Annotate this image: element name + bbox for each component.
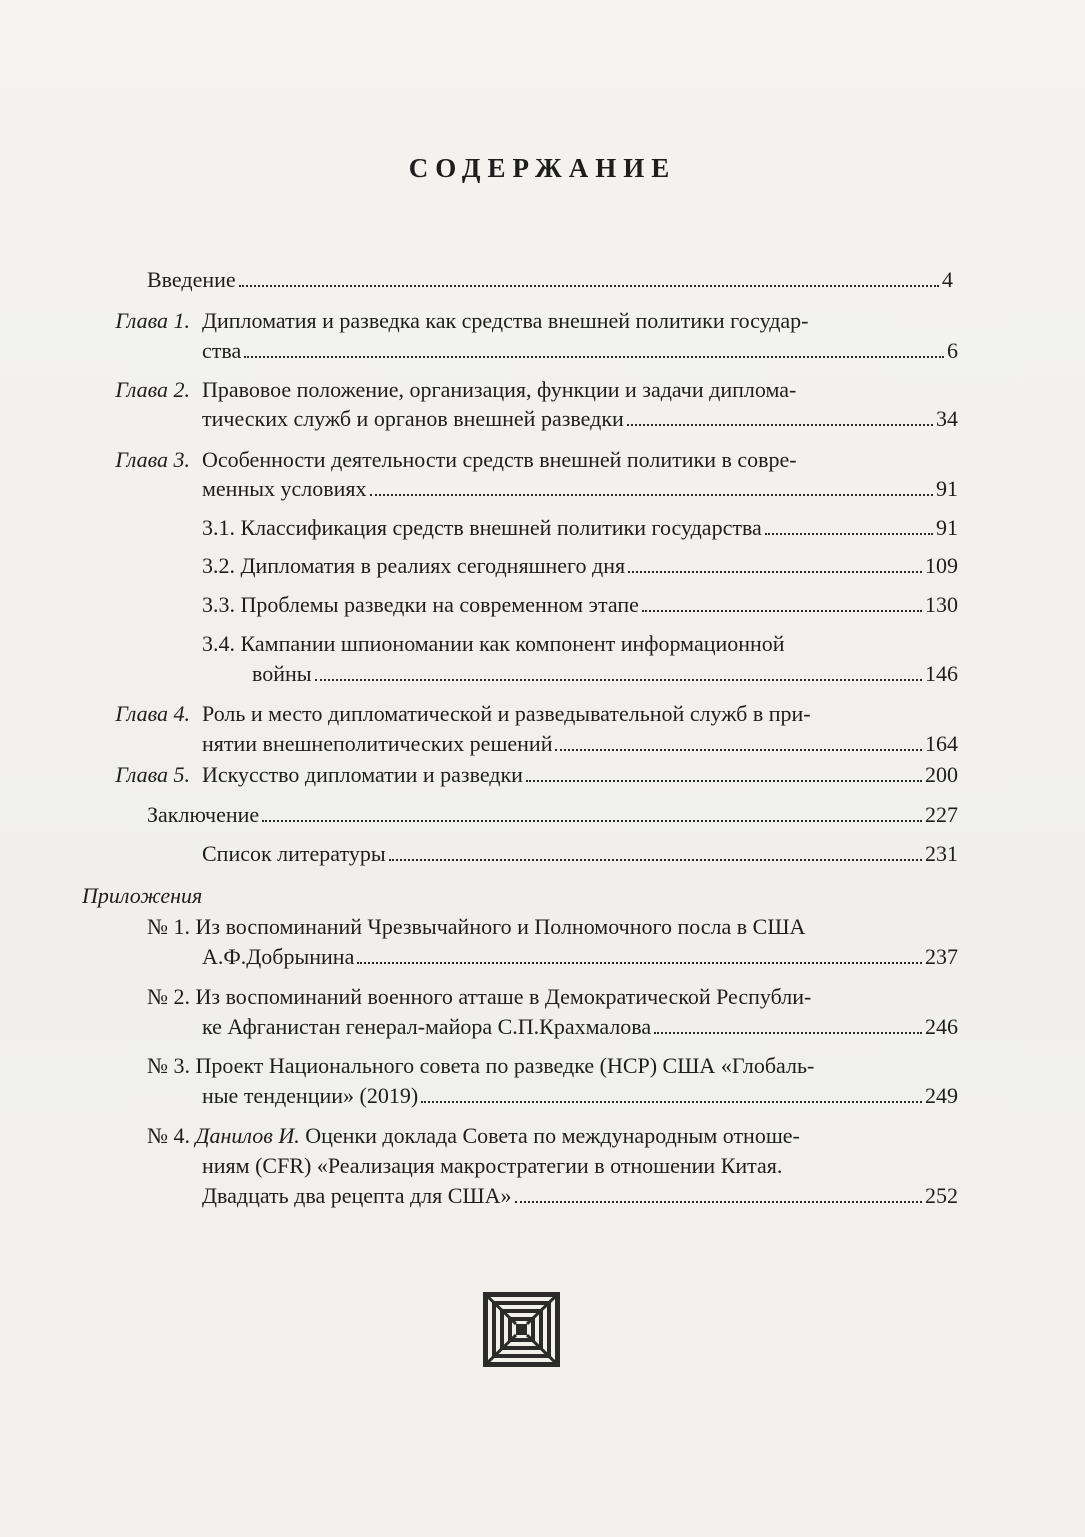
toc-page-number: 200	[925, 762, 958, 787]
toc-entry-text: 3.1. Классификация средств внешней политики государства	[202, 515, 762, 540]
toc-page-number: 164	[925, 731, 958, 756]
chapter-label: Глава 4.	[115, 701, 190, 726]
toc-page-number: 227	[925, 802, 958, 827]
toc-page-number: 231	[925, 841, 958, 866]
toc-entry-line: Роль и место дипломатической и разведывательной служб в при-	[202, 701, 811, 726]
toc-entry-text: войны	[252, 661, 312, 686]
appendix-entry-2	[202, 1013, 958, 1041]
toc-entry-text: Оценки доклада Совета по международным отноше-	[299, 1123, 800, 1148]
toc-entry-line: № 2. Из воспоминаний военного атташе в Демократической Республи-	[147, 984, 812, 1009]
toc-entry-3-4	[252, 660, 958, 688]
toc-entry-text: ства	[202, 338, 242, 363]
leader-dots	[370, 494, 933, 496]
toc-entry-text: А.Ф.Добрынина	[202, 944, 355, 969]
leader-dots	[654, 1032, 922, 1034]
toc-entry-text: 3.2. Дипломатия в реалиях сегодняшнего дня	[202, 553, 626, 578]
toc-entry-line	[147, 1122, 800, 1150]
leader-dots	[765, 533, 933, 535]
appendix-entry-1	[202, 943, 958, 971]
chapter-label: Глава 3.	[115, 447, 190, 472]
toc-entry-line: Правовое положение, организация, функции и задачи диплома-	[202, 377, 797, 402]
toc-page-number: 130	[925, 592, 958, 617]
toc-page-number: 146	[925, 661, 958, 686]
toc-entry-intro	[147, 266, 953, 294]
toc-entry-3-2	[202, 552, 958, 580]
toc-entry-line: ниям (CFR) «Реализация макростратегии в отношении Китая.	[202, 1153, 783, 1178]
toc-entry-ch1	[202, 337, 958, 365]
toc-entry-3-3	[202, 591, 958, 619]
chapter-label: Глава 5.	[115, 762, 190, 787]
leader-dots	[515, 1201, 922, 1203]
toc-entry-text: Двадцать два рецепта для США»	[202, 1183, 512, 1208]
appendix-entry-3	[202, 1082, 958, 1110]
page-title: СОДЕРЖАНИЕ	[408, 153, 677, 183]
toc-page-number: 109	[925, 553, 958, 578]
leader-dots	[628, 571, 922, 573]
publisher-logo-icon	[483, 1292, 560, 1367]
toc-entry-line: № 3. Проект Национального совета по разведке (НСР) США «Глобаль-	[147, 1053, 815, 1078]
toc-page-number: 91	[936, 515, 958, 540]
toc-page-number: 34	[936, 406, 958, 431]
toc-entry-ch5	[202, 761, 958, 789]
toc-entry-line: № 1. Из воспоминаний Чрезвычайного и Полномочного посла в США	[147, 914, 806, 939]
leader-dots	[555, 749, 922, 751]
toc-entry-text: Заключение	[147, 802, 260, 827]
leader-dots	[526, 780, 922, 782]
toc-entry-text: менных условиях	[202, 476, 367, 501]
toc-entry-text: тических служб и органов внешней разведки	[202, 406, 624, 431]
toc-entry-conclusion	[147, 801, 958, 829]
toc-entry-text: 3.3. Проблемы разведки на современном этапе	[202, 592, 639, 617]
toc-page-number: 237	[925, 944, 958, 969]
leader-dots	[627, 424, 933, 426]
toc-page-number: 249	[925, 1083, 958, 1108]
toc-page-number: 6	[947, 338, 958, 363]
toc-entry-ch2	[202, 405, 958, 433]
toc-entry-text: нятии внешнеполитических решений	[202, 731, 553, 756]
toc-entry-text: ке Афганистан генерал-майора С.П.Крахмалова	[202, 1014, 652, 1039]
appendix-number: № 4.	[147, 1123, 196, 1148]
appendix-entry-4	[202, 1182, 958, 1210]
toc-entry-text: ные тенденции» (2019)	[202, 1083, 419, 1108]
toc-entry-text: Список литературы	[202, 841, 386, 866]
toc-entry-literature	[202, 840, 958, 868]
toc-page-number: 252	[925, 1183, 958, 1208]
chapter-label: Глава 2.	[115, 377, 190, 402]
leader-dots	[642, 610, 922, 612]
toc-page-number: 246	[925, 1014, 958, 1039]
leader-dots	[357, 962, 922, 964]
leader-dots	[315, 679, 922, 681]
toc-entry-ch4	[202, 730, 958, 758]
toc-entry-text: Введение	[147, 267, 236, 292]
leader-dots	[239, 285, 939, 287]
toc-entry-3-1	[202, 514, 958, 542]
toc-entry-line: 3.4. Кампании шпиономании как компонент информационной	[202, 631, 785, 656]
toc-entry-text: Искусство дипломатии и разведки	[202, 762, 523, 787]
toc-entry-line: Дипломатия и разведка как средства внешней политики государ-	[202, 308, 809, 333]
toc-page-number: 91	[936, 476, 958, 501]
leader-dots	[389, 859, 922, 861]
author-name: Данилов И.	[195, 1123, 300, 1148]
leader-dots	[421, 1101, 922, 1103]
toc-page-number: 4	[942, 267, 953, 292]
appendices-heading: Приложения	[82, 883, 203, 908]
leader-dots	[244, 356, 944, 358]
leader-dots	[262, 820, 922, 822]
chapter-label: Глава 1.	[115, 308, 190, 333]
toc-entry-line: Особенности деятельности средств внешней политики в совре-	[202, 447, 797, 472]
toc-entry-ch3	[202, 475, 958, 503]
